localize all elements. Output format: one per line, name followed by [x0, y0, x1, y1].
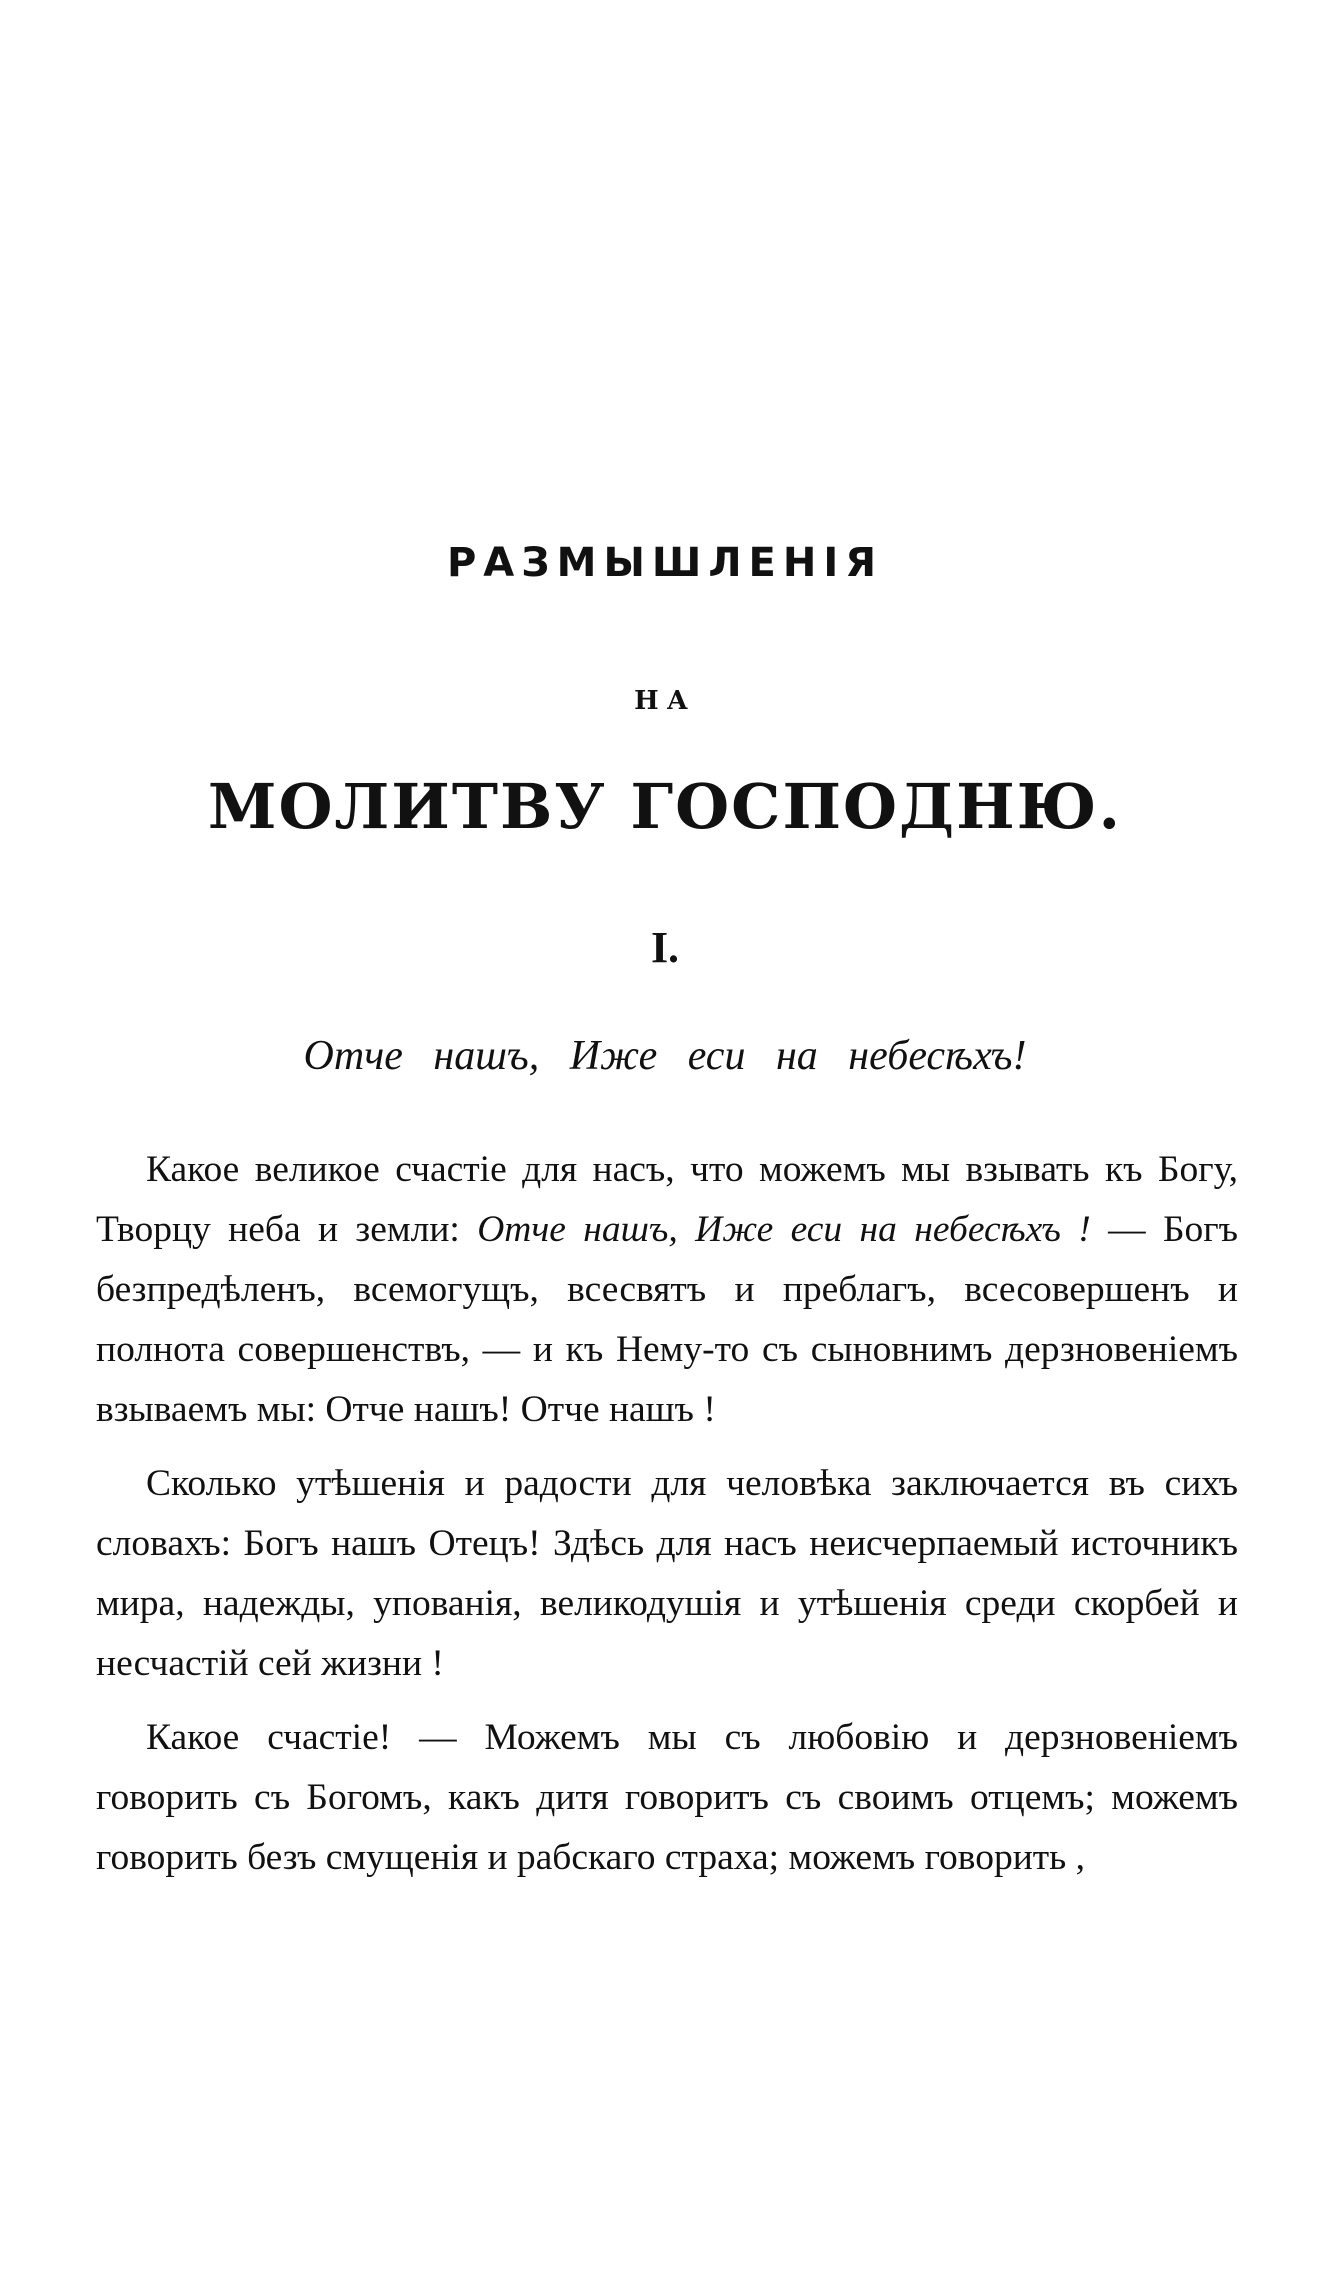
- paragraph-2-text: Сколько утѣшенія и радости для человѣка заключается въ сихъ словахъ: Богъ нашъ Отецъ! Здѣсь для насъ неисчерпаемый источникъ мира, надежды, упованія, великодушія и утѣшенія среди скорбей и несчастій сей жизни !: [96, 1463, 1238, 1684]
- body-text: [96, 1140, 1238, 1902]
- paragraph-1-italic-quote: Отче нашъ, Иже еси на небесѣхъ !: [477, 1209, 1091, 1250]
- paragraph-3-text: Какое счастіе! — Можемъ мы съ любовію и дерзновеніемъ говорить съ Богомъ, какъ дитя говоритъ съ своимъ отцемъ; можемъ говорить безъ смущенія и рабскаго страха; можемъ говорить ,: [96, 1717, 1238, 1878]
- title-line-2: НА: [634, 686, 696, 716]
- title-line-3: МОЛИТВУ ГОСПОДНЮ.: [207, 770, 1123, 843]
- title-line-1: РАЗМЫШЛЕНІЯ: [446, 540, 884, 586]
- paragraph-1-text-b: — Богъ безпредѣленъ, всемогущъ, всесвятъ и преблагъ, всесовершенъ и полнота совершенствъ, — и къ Нему-то съ сыновнимъ дерзновеніемъ взываемъ мы: Отче нашъ! Отче нашъ !: [96, 1209, 1238, 1430]
- paragraph-3: [96, 1708, 1238, 1888]
- paragraph-2: [96, 1454, 1238, 1694]
- paragraph-1: [96, 1140, 1238, 1440]
- section-epigraph: Отче нашъ, Иже еси на небесѣхъ!: [303, 1033, 1027, 1079]
- section-number: I.: [650, 923, 680, 972]
- paragraph-1-text-a: Какое великое счастіе для насъ, что можемъ мы взывать къ Богу, Творцу неба и земли:: [96, 1149, 1238, 1250]
